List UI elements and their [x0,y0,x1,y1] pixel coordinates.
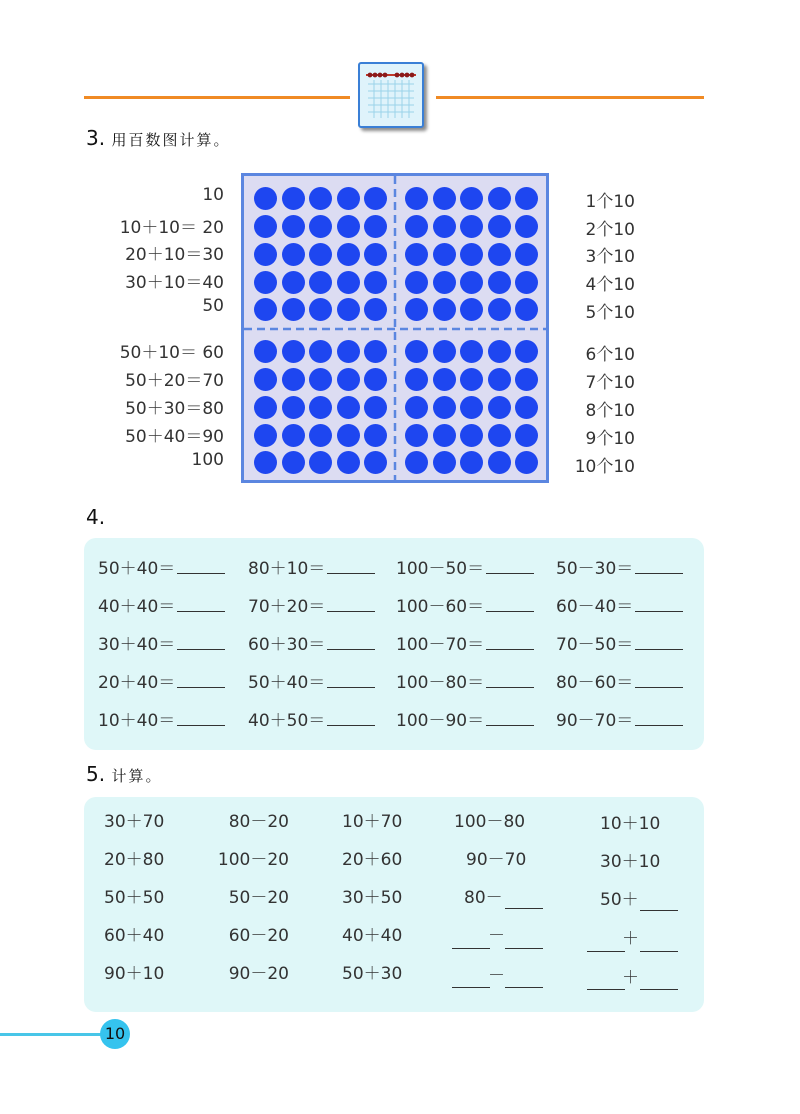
q5-expression: 10＋70 [342,812,403,832]
answer-blank[interactable] [505,948,543,949]
answer-blank[interactable] [486,711,534,726]
chart-dot [364,451,387,474]
q4-equation-text: 100－70＝ [396,635,485,655]
chart-dot [337,187,360,210]
page-number: 10 [100,1019,130,1049]
chart-dot [405,340,428,363]
answer-blank[interactable] [486,597,534,612]
chart-dot [433,298,456,321]
answer-blank[interactable] [635,597,683,612]
q4-equation-text: 40＋50＝ [248,711,326,731]
chart-dot [488,368,511,391]
q5-expression: 30＋70 [104,812,165,832]
chart-dot [337,368,360,391]
answer-blank[interactable] [635,711,683,726]
q4-equation-text: 70－50＝ [556,635,634,655]
q4-equation-text: 10＋40＝ [98,711,176,731]
q4-equation [396,668,534,693]
answer-blank[interactable] [635,673,683,688]
q4-equation [248,592,375,617]
q3-left-label: 10 [202,185,224,205]
header-rule-right [436,96,704,99]
q3-left-label: 20＋10＝30 [125,245,224,265]
answer-blank[interactable] [177,635,225,650]
plus-sign: ＋ [622,929,639,949]
chart-dot [309,215,332,238]
chart-dot [282,396,305,419]
q4-equation [556,554,683,579]
chart-dot [282,298,305,321]
chart-dot [282,187,305,210]
chart-dot [460,271,483,294]
q4-equation [98,706,225,731]
chart-dot [364,368,387,391]
chart-dot [515,340,538,363]
chart-dot [405,396,428,419]
chart-dot [254,215,277,238]
chart-dot [309,424,332,447]
chart-dot [282,451,305,474]
chart-dot [405,451,428,474]
chart-dot [337,424,360,447]
chart-dot [488,187,511,210]
chart-dot [433,271,456,294]
q4-equation-text: 50＋40＝ [98,559,176,579]
q3-left-label: 10＋10＝ 20 [119,218,224,238]
chart-dot [488,298,511,321]
q4-equation [396,554,534,579]
q5-expression: 90＋10 [104,964,165,984]
answer-blank[interactable] [640,951,678,952]
chart-dot [433,340,456,363]
chart-dot [309,243,332,266]
q5-expression: 50＋ [600,890,639,910]
chart-dot [405,215,428,238]
chart-dot [515,396,538,419]
chart-dot [337,340,360,363]
q3-left-label: 100 [191,450,224,470]
q4-equation-text: 50＋40＝ [248,673,326,693]
q5-expression: 80－ [464,888,503,908]
q3-right-label: 6个10 [585,345,635,365]
q3-right-label: 9个10 [585,429,635,449]
chart-dot [405,243,428,266]
q3-right-label: 10个10 [574,457,635,477]
q3-left-label: 30＋10＝40 [125,273,224,293]
chart-dot [337,243,360,266]
q4-equation-text: 40＋40＝ [98,597,176,617]
chart-dot [309,451,332,474]
answer-blank[interactable] [640,910,678,911]
chart-dot [364,424,387,447]
q3-left-label: 50＋10＝ 60 [119,343,224,363]
chart-dot [488,243,511,266]
chart-dot [337,298,360,321]
chart-dot [309,298,332,321]
chart-dot [364,298,387,321]
q5-expression: 90－70 [466,850,527,870]
chart-dot [460,340,483,363]
chart-dot [433,424,456,447]
answer-blank[interactable] [505,987,543,988]
answer-blank[interactable] [486,673,534,688]
chart-dot [405,298,428,321]
q3-right-label: 2个10 [585,220,635,240]
q4-equation [248,630,375,655]
answer-blank[interactable] [177,711,225,726]
q4-equation [248,554,375,579]
q4-equation-text: 80＋10＝ [248,559,326,579]
chart-dot [337,271,360,294]
chart-dot [460,215,483,238]
chart-dot [282,340,305,363]
answer-blank[interactable] [486,635,534,650]
plus-sign: ＋ [622,968,639,988]
answer-blank[interactable] [635,559,683,574]
chart-dot [515,298,538,321]
q4-equation [98,554,225,579]
chart-dot [337,215,360,238]
chart-dot [488,424,511,447]
q4-equation [396,630,534,655]
chart-dot [405,368,428,391]
q3-right-label: 3个10 [585,247,635,267]
chart-dot [488,215,511,238]
chart-dot [254,243,277,266]
minus-sign: － [488,966,505,986]
q5-expression: 50＋30 [342,964,403,984]
chart-dot [488,271,511,294]
q3-title: 用百数图计算。 [111,131,231,149]
q5-expression: 40＋40 [342,926,403,946]
chart-dot [515,243,538,266]
q4-equation-text: 100－60＝ [396,597,485,617]
q4-equation [556,630,683,655]
q4-equation-text: 100－50＝ [396,559,485,579]
chart-dot [309,368,332,391]
chart-dot [364,340,387,363]
q5-expression: 20＋80 [104,850,165,870]
q4-equation-text: 60＋30＝ [248,635,326,655]
chart-dot [364,271,387,294]
chart-dot [433,396,456,419]
chart-dot [282,243,305,266]
minus-sign: － [488,926,505,946]
chart-dot [254,396,277,419]
chart-dot [405,187,428,210]
q3-right-label: 1个10 [585,192,635,212]
chart-dot [309,396,332,419]
chart-dot [254,271,277,294]
chart-dot [405,271,428,294]
q4-heading [86,505,105,529]
q4-equation-text: 100－80＝ [396,673,485,693]
chart-dot [460,424,483,447]
chart-dot [460,187,483,210]
q5-expression: 100－80 [454,812,526,832]
chart-dot [254,187,277,210]
chart-dot [460,368,483,391]
chart-dot [515,187,538,210]
chart-dot [282,424,305,447]
q4-equation [396,706,534,731]
q3-right-label: 7个10 [585,373,635,393]
chart-dot [364,187,387,210]
q4-equation [98,668,225,693]
chart-dot [337,396,360,419]
q4-equation [556,592,683,617]
chart-dot [460,451,483,474]
answer-blank[interactable] [452,987,490,988]
chart-dot [515,215,538,238]
q5-expression: 90－20 [228,964,289,984]
chart-dot [364,215,387,238]
chart-dot [488,396,511,419]
q3-left-label: 50 [202,296,224,316]
page-bar [0,1033,104,1036]
q3-number: 3. [86,126,106,150]
chart-dot [254,368,277,391]
chart-dot [309,271,332,294]
q5-expression: 60－20 [228,926,289,946]
q4-equation [98,630,225,655]
chart-dot [254,298,277,321]
chart-dot [433,243,456,266]
answer-blank[interactable] [505,908,543,909]
chart-dot [488,451,511,474]
q3-left-label: 50＋40＝90 [125,427,224,447]
q5-title: 计算。 [111,767,163,785]
chart-dot [282,215,305,238]
chart-dot [364,396,387,419]
answer-blank[interactable] [177,673,225,688]
q5-number: 5. [86,762,106,786]
q5-expression: 100－20 [217,850,289,870]
chart-dot [364,243,387,266]
chart-dot [515,451,538,474]
q4-equation-text: 70＋20＝ [248,597,326,617]
answer-blank[interactable] [486,559,534,574]
q3-right-label: 5个10 [585,303,635,323]
answer-blank[interactable] [177,559,225,574]
q4-equation [248,706,375,731]
q4-number: 4. [86,505,106,529]
q4-equation-text: 20＋40＝ [98,673,176,693]
answer-blank[interactable] [640,989,678,990]
answer-blank[interactable] [327,711,375,726]
q3-left-label: 50＋30＝80 [125,399,224,419]
chart-dot [254,424,277,447]
chart-dot [460,298,483,321]
abacus-icon [358,62,424,128]
q5-heading [86,762,162,786]
answer-blank[interactable] [327,635,375,650]
chart-dot [488,340,511,363]
q5-expression: 20＋60 [342,850,403,870]
q4-equation [556,668,683,693]
q4-equation-text: 50－30＝ [556,559,634,579]
answer-blank[interactable] [587,951,625,952]
answer-blank[interactable] [587,989,625,990]
q4-equation [556,706,683,731]
q5-expression: 30＋50 [342,888,403,908]
answer-blank[interactable] [452,948,490,949]
chart-dot [254,340,277,363]
q5-expression: 60＋40 [104,926,165,946]
q5-expression: 80－20 [228,812,289,832]
q5-expression: 50＋50 [104,888,165,908]
chart-dot [433,215,456,238]
q4-equation [248,668,375,693]
chart-dot [433,187,456,210]
chart-dot [337,451,360,474]
q3-heading [86,126,230,150]
answer-blank[interactable] [327,673,375,688]
q4-equation [98,592,225,617]
q4-equation-text: 100－90＝ [396,711,485,731]
q5-expression: 50－20 [228,888,289,908]
chart-dot [433,368,456,391]
q4-equation-text: 30＋40＝ [98,635,176,655]
chart-dot [460,396,483,419]
q4-equation-text: 90－70＝ [556,711,634,731]
chart-dot [433,451,456,474]
q3-left-label: 50＋20＝70 [125,371,224,391]
q3-right-label: 4个10 [585,275,635,295]
q3-right-label: 8个10 [585,401,635,421]
answer-blank[interactable] [327,597,375,612]
chart-dot [515,368,538,391]
chart-dot [515,271,538,294]
chart-dot [282,271,305,294]
q4-equation [396,592,534,617]
chart-dot [309,340,332,363]
answer-blank[interactable] [327,559,375,574]
chart-dot [254,451,277,474]
header-rule-left [84,96,350,99]
chart-dot [460,243,483,266]
chart-dot [405,424,428,447]
hundred-chart [241,173,549,483]
q5-expression: 10＋10 [600,814,661,834]
answer-blank[interactable] [177,597,225,612]
q4-equation-text: 80－60＝ [556,673,634,693]
q4-equation-text: 60－40＝ [556,597,634,617]
q5-expression: 30＋10 [600,852,661,872]
chart-dot [515,424,538,447]
chart-dot [309,187,332,210]
answer-blank[interactable] [635,635,683,650]
chart-dot [282,368,305,391]
